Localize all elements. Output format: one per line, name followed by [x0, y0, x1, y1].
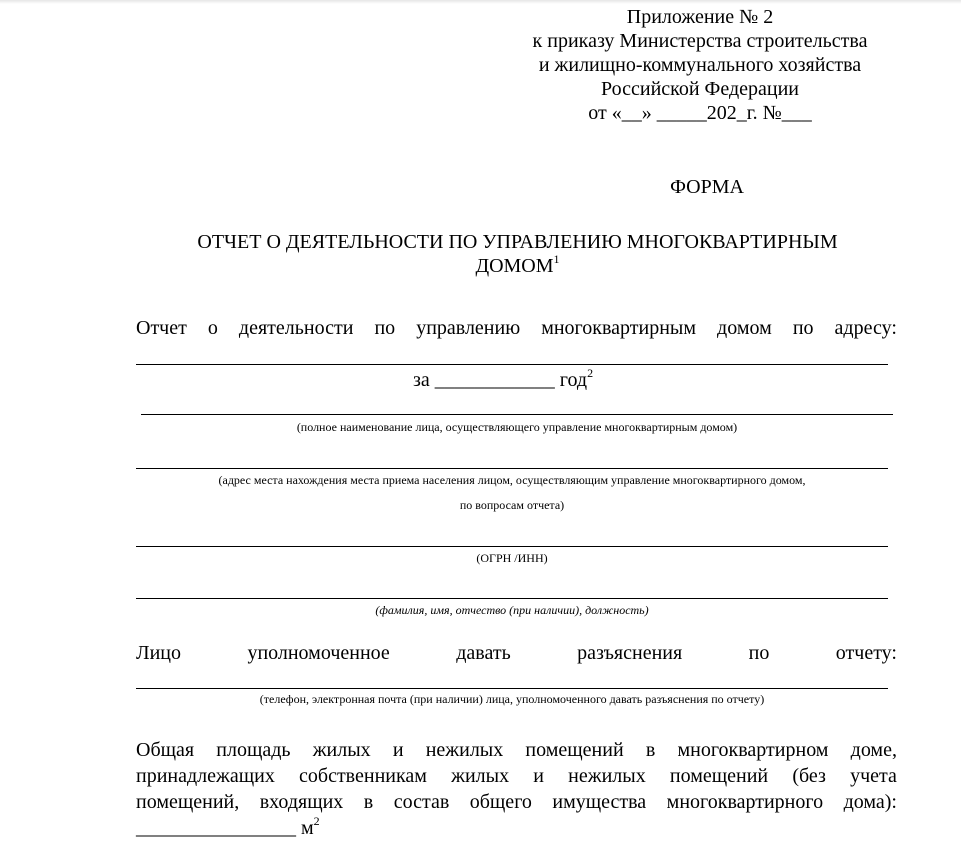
authorized-person-label	[136, 641, 897, 665]
word: разъяснения	[577, 642, 683, 664]
word: общего	[469, 791, 532, 813]
area-value-field[interactable]: ________________	[136, 817, 296, 839]
word: жилых	[451, 765, 510, 787]
title-line-2-text: ДОМОМ	[475, 255, 554, 277]
order-date-number: от «__» _____202_г. №___	[588, 102, 812, 124]
word: по	[748, 642, 770, 664]
word: нежилых	[568, 765, 646, 787]
word: состав	[393, 791, 450, 813]
word: давать	[456, 642, 511, 664]
document-title	[135, 230, 900, 278]
word: деятельности	[238, 317, 354, 339]
word: многоквартирном	[677, 739, 829, 761]
word: Общая	[136, 739, 195, 761]
office-address-caption-1: (адрес места нахождения места приема населения лицом, осуществляющим управление многоквартирного домом,	[218, 473, 806, 487]
ogrn-inn-caption: (ОГРН /ИНН)	[476, 551, 548, 565]
word: и	[533, 765, 544, 787]
address-fill-line[interactable]	[136, 364, 888, 365]
word: собственникам	[299, 765, 427, 787]
word: помещений	[669, 765, 769, 787]
order-line-3: Российской Федерации	[600, 78, 800, 100]
contact-line[interactable]	[136, 688, 888, 689]
word: управлению	[416, 317, 521, 339]
appendix-header	[500, 5, 900, 125]
area-text-line-1	[136, 738, 897, 762]
manager-name-caption: (полное наименование лица, осуществляющего управление многоквартирным домом)	[296, 420, 738, 434]
word: уполномоченное	[247, 642, 390, 664]
manager-name-line[interactable]	[141, 414, 893, 415]
footnote-mark-2: 2	[587, 366, 594, 380]
word: жилых	[312, 739, 371, 761]
word: доме,	[850, 739, 897, 761]
word: Отчет	[136, 317, 187, 339]
period-suffix: год	[559, 369, 588, 391]
title-line-2	[135, 254, 900, 278]
word: площадь	[216, 739, 291, 761]
word: помещений	[525, 739, 624, 761]
period-prefix: за	[413, 369, 430, 391]
word: дома):	[843, 791, 897, 813]
word: отчету:	[835, 642, 897, 664]
word: нежилых	[425, 739, 504, 761]
office-address-caption-2: по вопросам отчета)	[459, 498, 565, 512]
office-address-line[interactable]	[136, 468, 888, 469]
area-unit: м	[301, 817, 314, 839]
word: учета	[850, 765, 897, 787]
word: входящих	[259, 791, 344, 813]
word: многоквартирного	[666, 791, 824, 813]
report-period	[413, 368, 593, 392]
area-unit-power: 2	[313, 814, 320, 828]
word: по	[792, 317, 814, 339]
person-line[interactable]	[136, 598, 888, 599]
person-caption: (фамилия, имя, отчество (при наличии), должность)	[375, 603, 649, 617]
order-line-1: к приказу Министерства строительства	[532, 30, 868, 52]
word: домом	[717, 317, 772, 339]
address-intro	[136, 316, 897, 340]
footnote-mark-1: 1	[553, 252, 560, 266]
page-top-edge	[0, 0, 961, 4]
order-line-2: и жилищно-коммунального хозяйства	[538, 54, 862, 76]
word: адресу:	[834, 317, 897, 339]
word: помещений,	[136, 791, 240, 813]
word: о	[207, 317, 218, 339]
contact-caption: (телефон, электронная почта (при наличии) лица, уполномоченного давать разъяснения по отчету)	[259, 692, 765, 706]
word: имущества	[552, 791, 647, 813]
form-label: ФОРМА	[670, 176, 744, 198]
title-line-1: ОТЧЕТ О ДЕЯТЕЛЬНОСТИ ПО УПРАВЛЕНИЮ МНОГОКВАРТИРНЫМ	[197, 231, 838, 253]
word: (без	[792, 765, 826, 787]
appendix-number: Приложение № 2	[626, 6, 774, 28]
word: в	[645, 739, 656, 761]
word: принадлежащих	[136, 765, 275, 787]
area-text-line-2	[136, 764, 897, 788]
word: и	[392, 739, 404, 761]
area-value-row	[136, 816, 320, 840]
period-year-field[interactable]: ____________	[434, 369, 555, 391]
area-text-line-3	[136, 790, 897, 814]
ogrn-inn-line[interactable]	[136, 546, 888, 547]
word: многоквартирным	[541, 317, 697, 339]
word: по	[374, 317, 396, 339]
word: Лицо	[136, 642, 181, 664]
word: в	[363, 791, 374, 813]
